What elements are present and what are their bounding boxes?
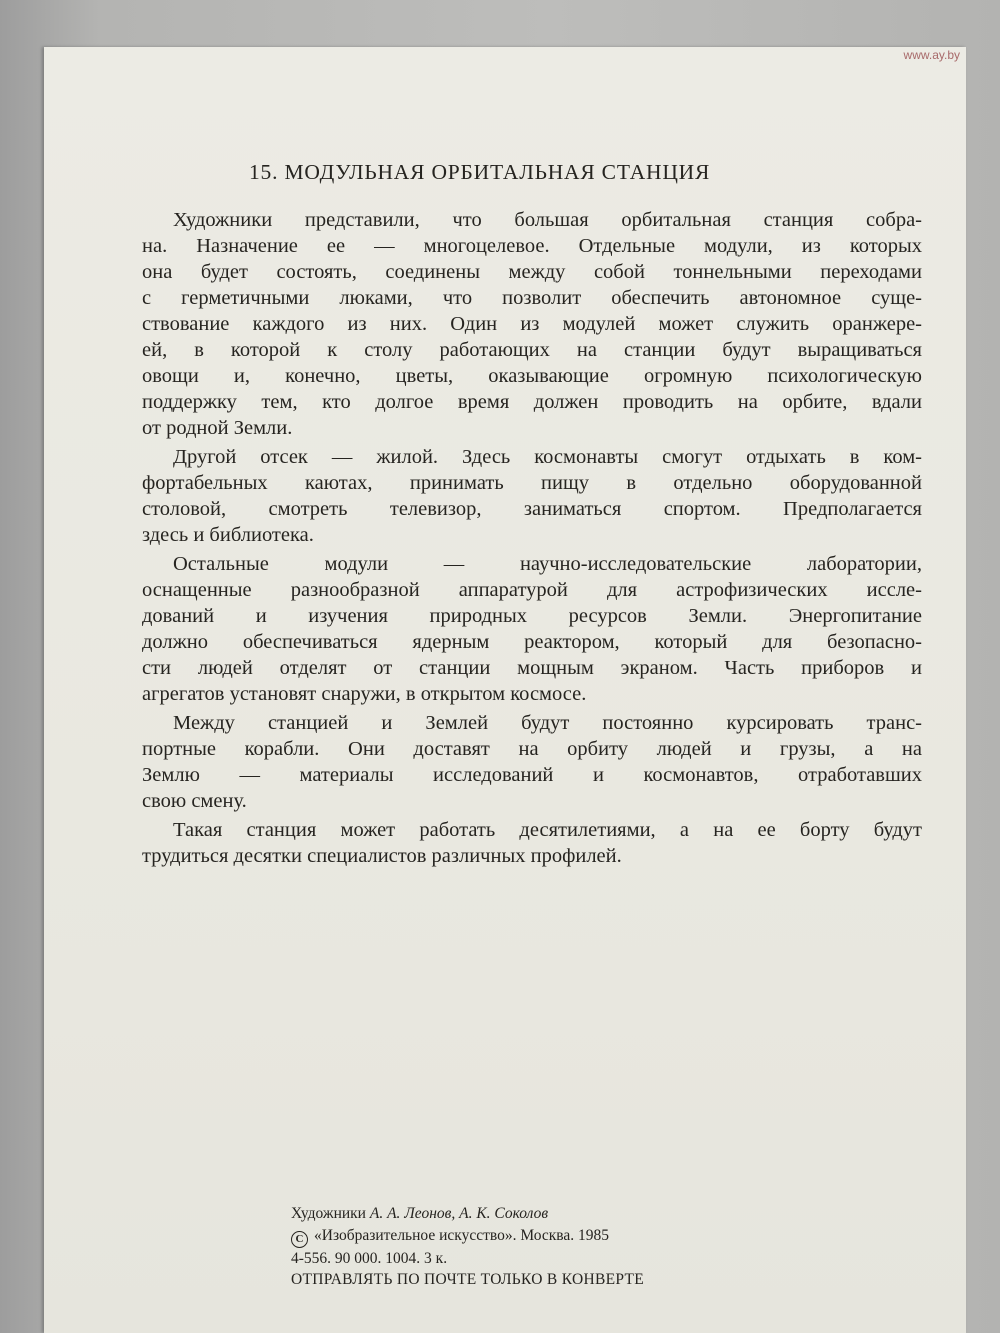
- publisher-line: [291, 1225, 644, 1248]
- postcard-back: [44, 47, 966, 1333]
- page-title: 15. МОДУЛЬНАЯ ОРБИТАЛЬНАЯ СТАНЦИЯ: [249, 160, 711, 184]
- text-line: Другой отсек — жилой. Здесь космонавты смогут отдыхать в ком-: [173, 446, 922, 468]
- text-line: с герметичными люками, что позволит обеспечить автономное суще-: [142, 287, 922, 309]
- text-line: Художники представили, что большая орбитальная станция собра-: [173, 209, 922, 231]
- watermark: www.ay.by: [903, 48, 960, 62]
- text-line: сти людей отделят от станции мощным экраном. Часть приборов и: [142, 657, 922, 679]
- text-line: на. Назначение ее — многоцелевое. Отдельные модули, из которых: [142, 235, 922, 257]
- paragraph: [142, 710, 922, 814]
- text-line: фортабельных каютах, принимать пищу в отдельно оборудованной: [142, 472, 922, 494]
- text-line: поддержку тем, кто долгое время должен проводить на орбите, вдали: [142, 391, 922, 413]
- publisher: «Изобразительное искусство». Москва. 1985: [314, 1226, 610, 1244]
- paragraph: [142, 817, 922, 869]
- text-line: должно обеспечиваться ядерным реактором, который для безопасно-: [142, 631, 922, 653]
- text-line: ей, в которой к столу работающих на станции будут выращиваться: [142, 339, 922, 361]
- text-line: оснащенные разнообразной аппаратурой для астрофизических иссле-: [142, 579, 922, 601]
- text-line: от родной Земли.: [142, 417, 293, 439]
- text-line: трудиться десятки специалистов различных профилей.: [142, 845, 622, 867]
- body-text: [142, 207, 922, 869]
- text-line: здесь и библиотека.: [142, 524, 314, 546]
- text-line: столовой, смотреть телевизор, заниматься спортом. Предполагается: [142, 498, 922, 520]
- text-line: она будет состоять, соединены между собой тоннельными переходами: [142, 261, 922, 283]
- artists-label: Художники: [291, 1205, 366, 1222]
- copyright-icon: C: [291, 1231, 308, 1248]
- artists-names: А. А. Леонов, А. К. Соколов: [369, 1205, 549, 1222]
- text-line: Землю — материалы исследований и космонавтов, отработавших: [142, 764, 922, 786]
- paragraph: [142, 551, 922, 707]
- text-line: Такая станция может работать десятилетиями, а на ее борту будут: [173, 819, 922, 841]
- text-line: Между станцией и Землей будут постоянно курсировать транс-: [173, 712, 922, 734]
- print-code: 4-556. 90 000. 1004. 3 к.: [291, 1249, 448, 1267]
- text-line: агрегатов установят снаружи, в открытом космосе.: [142, 683, 587, 705]
- text-line: Остальные модули — научно-исследовательские лаборатории,: [173, 553, 922, 575]
- mailing-notice: ОТПРАВЛЯТЬ ПО ПОЧТЕ ТОЛЬКО В КОНВЕРТЕ: [291, 1271, 645, 1288]
- artists-line: [291, 1203, 644, 1225]
- text-line: ствование каждого из них. Один из модулей может служить оранжере-: [142, 313, 922, 335]
- paragraph: [142, 444, 922, 548]
- text-line: портные корабли. Они доставят на орбиту людей и грузы, а на: [142, 738, 922, 760]
- paragraph: [142, 207, 922, 441]
- imprint: [291, 1203, 644, 1291]
- text-line: свою смену.: [142, 790, 247, 812]
- text-line: дований и изучения природных ресурсов Земли. Энергопитание: [142, 605, 922, 627]
- text-line: овощи и, конечно, цветы, оказывающие огромную психологическую: [142, 365, 922, 387]
